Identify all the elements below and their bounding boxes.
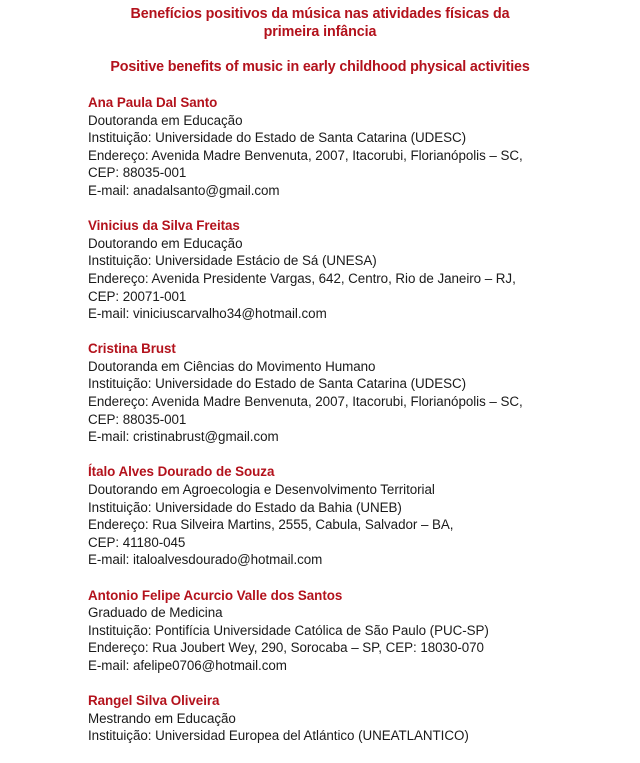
author-block xyxy=(88,463,552,569)
author-name: Rangel Silva Oliveira xyxy=(88,693,220,709)
author-block xyxy=(88,587,552,675)
author-institution: Instituição: Universidade do Estado de Santa Catarina (UDESC) xyxy=(88,376,467,392)
author-address: Endereço: Avenida Madre Benvenuta, 2007, Itacorubi, Florianópolis – SC, xyxy=(88,394,523,410)
author-postal-code: CEP: 41180-045 xyxy=(88,534,186,550)
author-name: Ítalo Alves Dourado de Souza xyxy=(88,464,275,480)
author-email[interactable]: E-mail: anadalsanto@gmail.com xyxy=(88,182,280,198)
author-name: Cristina Brust xyxy=(88,341,176,357)
author-address: Endereço: Rua Joubert Wey, 290, Sorocaba – SP, CEP: 18030-070 xyxy=(88,640,484,656)
author-postal-code: CEP: 88035-001 xyxy=(88,165,187,181)
author-degree: Doutorando em Educação xyxy=(88,235,243,251)
author-address: Endereço: Rua Silveira Martins, 2555, Cabula, Salvador – BA, xyxy=(88,517,454,533)
author-address: Endereço: Avenida Presidente Vargas, 642, Centro, Rio de Janeiro – RJ, xyxy=(88,270,516,286)
subtitle-spacer xyxy=(88,76,552,94)
author-block xyxy=(88,94,552,200)
author-address: Endereço: Avenida Madre Benvenuta, 2007, Itacorubi, Florianópolis – SC, xyxy=(88,147,523,163)
author-institution: Instituição: Universidad Europea del Atlántico (UNEATLANTICO) xyxy=(88,728,469,744)
author-institution: Instituição: Universidade do Estado da Bahia (UNEB) xyxy=(88,499,402,515)
author-email[interactable]: E-mail: italoalvesdourado@hotmail.com xyxy=(88,552,323,568)
author-institution: Instituição: Pontifícia Universidade Católica de São Paulo (PUC-SP) xyxy=(88,622,489,638)
author-degree: Doutoranda em Ciências do Movimento Humano xyxy=(88,358,376,374)
author-name: Ana Paula Dal Santo xyxy=(88,94,218,110)
author-institution: Instituição: Universidade Estácio de Sá (UNESA) xyxy=(88,253,377,269)
author-institution: Instituição: Universidade do Estado de Santa Catarina (UDESC) xyxy=(88,130,467,146)
author-block xyxy=(88,217,552,323)
author-postal-code: CEP: 20071-001 xyxy=(88,288,187,304)
title-block xyxy=(88,0,552,94)
author-email[interactable]: E-mail: afelipe0706@hotmail.com xyxy=(88,657,287,673)
author-name: Antonio Felipe Acurcio Valle dos Santos xyxy=(88,587,343,603)
author-degree: Graduado de Medicina xyxy=(88,605,223,621)
page-title-portuguese: Benefícios positivos da música nas atividades físicas da primeira infância xyxy=(130,6,510,40)
author-postal-code: CEP: 88035-001 xyxy=(88,411,187,427)
author-block xyxy=(88,340,552,446)
title-spacer xyxy=(88,41,552,59)
author-degree: Doutorando em Agroecologia e Desenvolvimento Territorial xyxy=(88,482,435,498)
author-block xyxy=(88,692,552,745)
authors-list xyxy=(88,94,552,745)
author-name: Vinicius da Silva Freitas xyxy=(88,218,240,234)
author-degree: Doutoranda em Educação xyxy=(88,112,243,128)
author-degree: Mestrando em Educação xyxy=(88,710,236,726)
document-content xyxy=(88,0,552,763)
author-email[interactable]: E-mail: viniciuscarvalho34@hotmail.com xyxy=(88,306,327,322)
page-title-english: Positive benefits of music in early childhood physical activities xyxy=(110,58,530,75)
author-email[interactable]: E-mail: cristinabrust@gmail.com xyxy=(88,429,279,445)
